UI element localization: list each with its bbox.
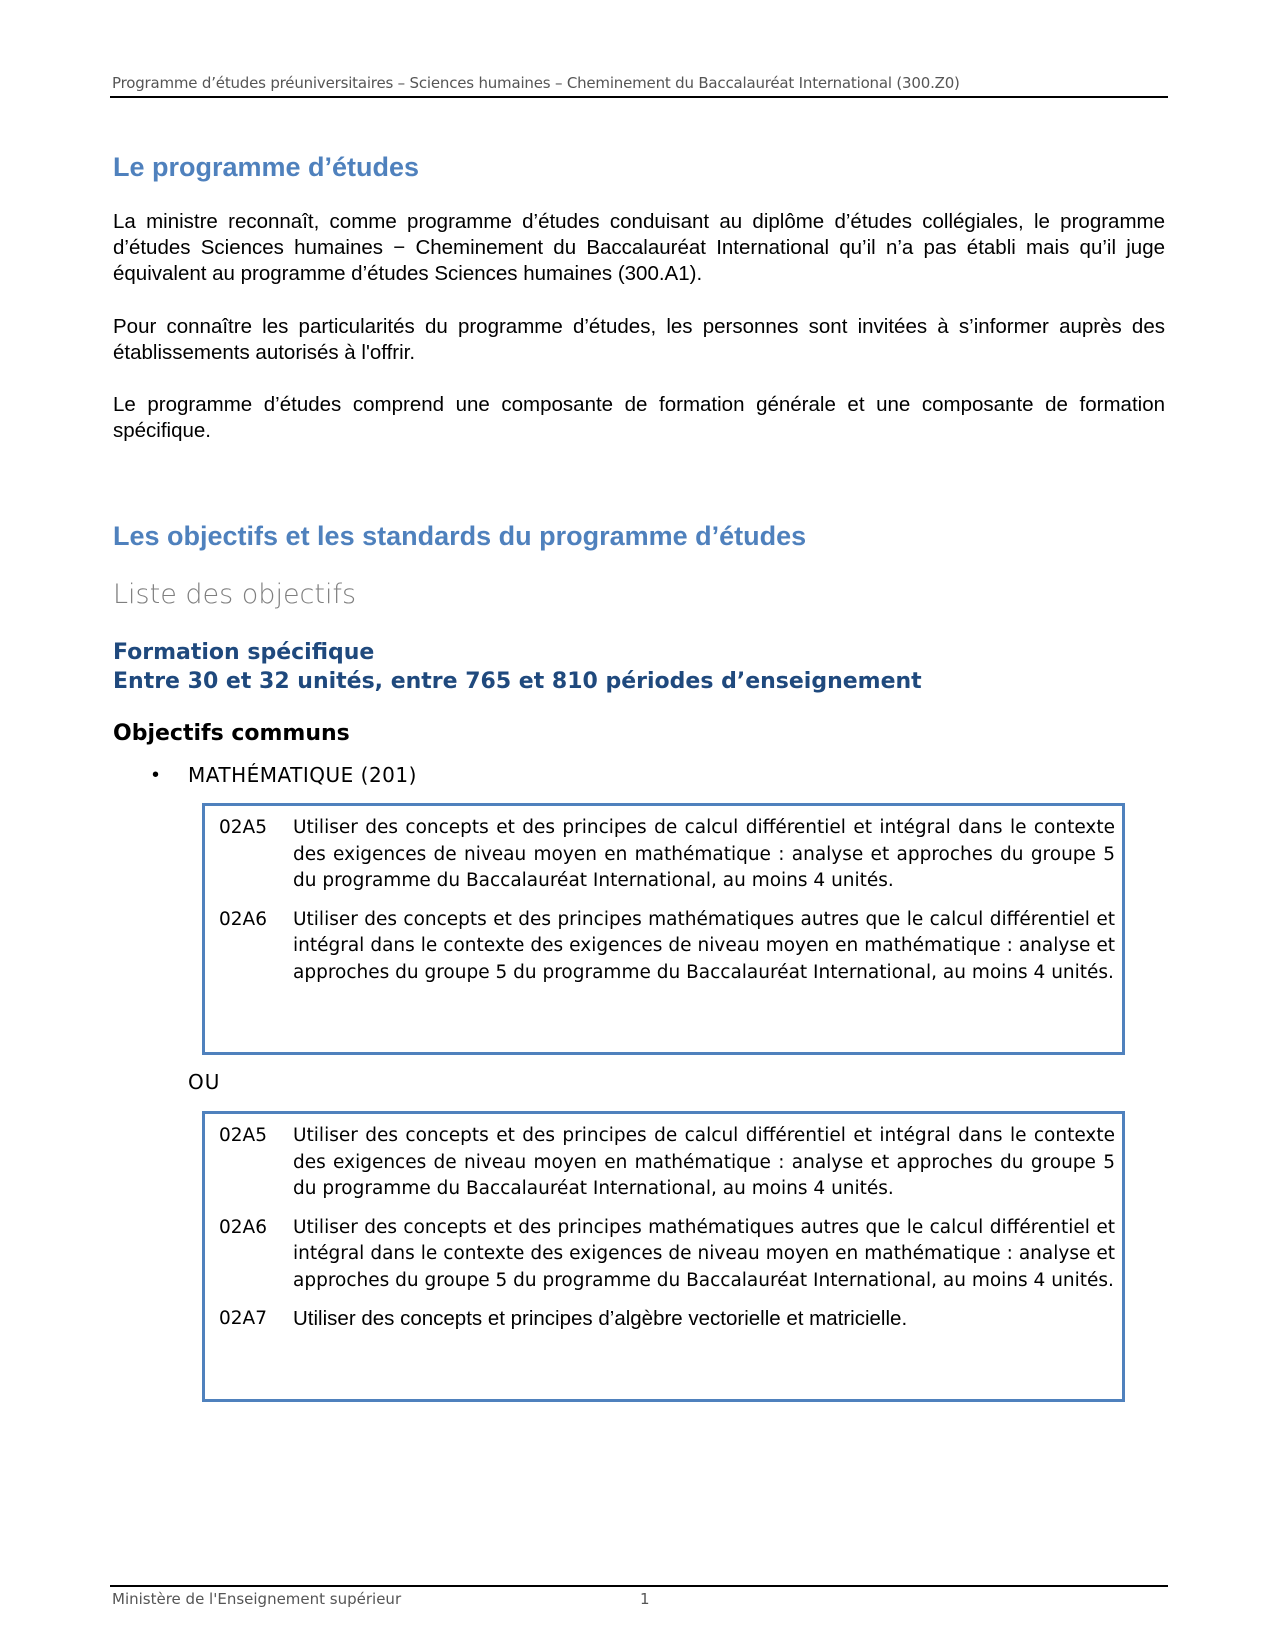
objective-item xyxy=(205,1123,1122,1203)
objectives-box xyxy=(202,803,1125,1055)
objective-text: Utiliser des concepts et des principes de calcul différentiel et intégral dans le contexte des exigences de niveau moyen en mathématique : analyse et approches du groupe 5 du programme du Baccalauréat International, au moins 4 unités. xyxy=(293,817,1115,891)
paragraph: Pour connaître les particularités du programme d’études, les personnes sont invitées à s’informer auprès des établissements autorisés à l'offrir. xyxy=(113,315,1165,364)
formation-heading xyxy=(113,638,922,696)
objective-code: 02A6 xyxy=(219,1216,267,1238)
or-label: OU xyxy=(188,1070,221,1094)
objective-code: 02A5 xyxy=(219,1125,267,1146)
discipline-label: MATHÉMATIQUE (201) xyxy=(188,763,417,787)
section-title: Les objectifs et les standards du programme d’études xyxy=(113,521,807,551)
objective-text: Utiliser des concepts et des principes mathématiques autres que le calcul différentiel et intégral dans le contexte des exigences de niveau moyen en mathématique : analyse et approches du groupe 5 du programme du Baccalauréat International, au moins 4 unités. xyxy=(293,908,1115,983)
formation-title: Formation spécifique xyxy=(113,640,375,665)
footer-organization: Ministère de l'Enseignement supérieur xyxy=(112,1590,402,1608)
formation-units: Entre 30 et 32 unités, entre 765 et 810 périodes d’enseignement xyxy=(113,669,922,694)
header-divider xyxy=(110,96,1168,98)
objective-code: 02A5 xyxy=(219,817,267,838)
objective-item xyxy=(205,1215,1122,1295)
objective-code: 02A6 xyxy=(219,908,267,930)
section-title: Le programme d’études xyxy=(113,152,420,182)
paragraph: La ministre reconnaît, comme programme d’études conduisant au diplôme d’études collégiales, le programme d’études Sciences humaines − Cheminement du Baccalauréat International qu’il n’a pas établi mais qu’il juge équivalent au programme d’études Sciences humaines (300.A1). xyxy=(113,210,1165,285)
bullet-icon: • xyxy=(152,764,160,786)
objective-item xyxy=(205,907,1122,987)
common-objectives-title: Objectifs communs xyxy=(113,721,350,746)
objectives-box xyxy=(202,1111,1125,1402)
page-number: 1 xyxy=(640,1590,650,1608)
running-header: Programme d’études préuniversitaires – Sciences humaines – Cheminement du Baccalauréat International (300.Z0) xyxy=(112,74,960,92)
objective-code: 02A7 xyxy=(219,1308,267,1329)
objective-item xyxy=(205,1306,1122,1333)
objective-text: Utiliser des concepts et des principes mathématiques autres que le calcul différentiel et intégral dans le contexte des exigences de niveau moyen en mathématique : analyse et approches du groupe 5 du programme du Baccalauréat International, au moins 4 unités. xyxy=(293,1216,1115,1291)
subsection-title: Liste des objectifs xyxy=(113,579,357,610)
footer-divider xyxy=(110,1585,1168,1587)
objective-text: Utiliser des concepts et principes d’algèbre vectorielle et matricielle. xyxy=(293,1307,908,1330)
objective-text: Utiliser des concepts et des principes de calcul différentiel et intégral dans le contexte des exigences de niveau moyen en mathématique : analyse et approches du groupe 5 du programme du Baccalauréat International, au moins 4 unités. xyxy=(293,1125,1115,1199)
objective-item xyxy=(205,815,1122,895)
paragraph: Le programme d’études comprend une composante de formation générale et une composante de formation spécifique. xyxy=(113,393,1165,442)
